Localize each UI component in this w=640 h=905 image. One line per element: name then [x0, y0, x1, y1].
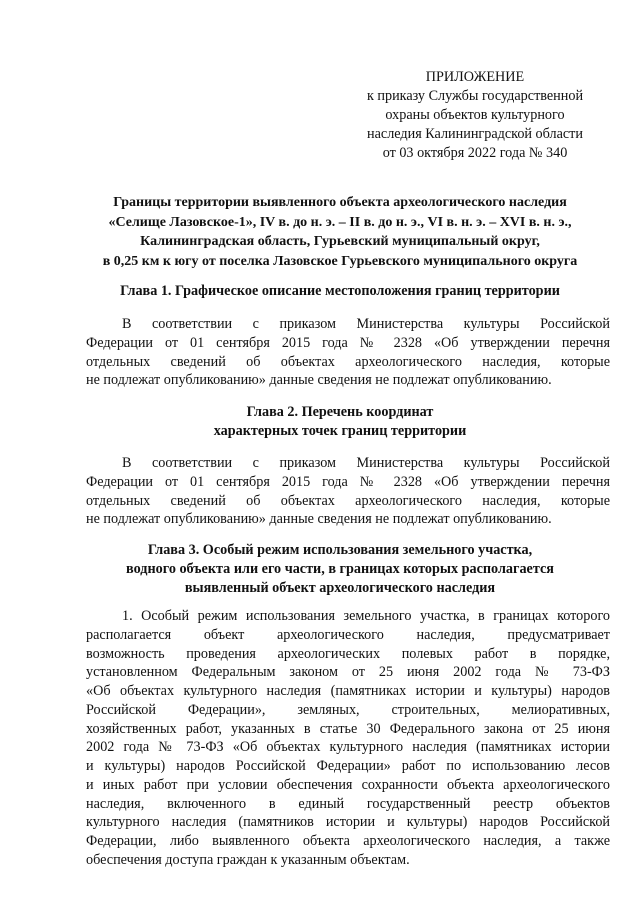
chapter2-paragraph: [86, 454, 610, 529]
paragraph-line: возможность проведения археологических полевых работ в порядке,: [86, 645, 610, 662]
paragraph-line: «Об объектах культурного наследия (памятниках истории и культуры) народов: [86, 683, 610, 699]
paragraph-line: и культуры) народов Российской Федерации» работ по использованию лесов: [86, 758, 610, 774]
paragraph-line: и иных работ при условии обеспечения сохранности объекта археологического: [86, 776, 610, 793]
title-line: Границы территории выявленного объекта археологического наследия: [113, 195, 567, 210]
chapter1-paragraph: [86, 315, 610, 390]
title-line: Калининградская область, Гурьевский муниципальный округ,: [140, 234, 540, 249]
chapter3-heading-line: водного объекта или его части, в границах которых располагается: [126, 561, 554, 577]
paragraph-line: не подлежат опубликованию» данные сведения не подлежат опубликованию.: [86, 511, 552, 528]
paragraph-line: располагается объект археологического наследия, предусматривает: [86, 626, 610, 643]
paragraph-line: установленном Федеральным законом от 25 июня 2002 года № 73-ФЗ: [86, 664, 610, 681]
appendix-block: [340, 68, 610, 163]
document-title: [70, 193, 610, 271]
chapter1-heading: [70, 282, 610, 301]
paragraph-line: хозяйственных работ, указанных в статье 30 Федерального закона от 25 июня: [86, 720, 610, 737]
chapter3-paragraph: [86, 607, 610, 870]
appendix-label: ПРИЛОЖЕНИЕ: [425, 69, 525, 85]
paragraph-line: культурного наследия (памятников истории и культуры) народов Российской: [86, 814, 610, 831]
paragraph-line: Федерации, либо выявленного объекта археологического наследия, а также: [86, 833, 610, 849]
paragraph-line: отдельных сведений об объектах археологического наследия, которые: [86, 492, 610, 509]
chapter2-heading-line: характерных точек границ территории: [213, 423, 467, 439]
title-line: «Селище Лазовское-1», IV в. до н. э. – II в. до н. э., VI в. н. э. – XVI в. н. э.,: [108, 214, 572, 230]
appendix-line: от 03 октября 2022 года № 340: [382, 145, 568, 161]
appendix-line: охраны объектов культурного: [385, 107, 565, 123]
paragraph-line: Российской Федерации», земляных, строительных, мелиоративных,: [86, 701, 610, 718]
paragraph-line: Федерации от 01 сентября 2015 года № 2328 «Об утверждении перечня: [86, 473, 610, 490]
chapter2-heading: [70, 403, 610, 441]
paragraph-line: 2002 года № 73-ФЗ «Об объектах культурного наследия (памятниках истории: [86, 739, 610, 756]
title-line: в 0,25 км к югу от поселка Лазовское Гурьевского муниципального округа: [102, 253, 578, 269]
paragraph-line: В соответствии с приказом Министерства культуры Российской: [122, 455, 610, 471]
paragraph-line: обеспечения доступа граждан к указанным объектам.: [86, 851, 410, 868]
chapter3-heading: [70, 541, 610, 598]
appendix-line: наследия Калининградской области: [367, 126, 583, 142]
paragraph-line: наследия, включенного в единый государственный реестр объектов: [86, 795, 610, 812]
paragraph-line: отдельных сведений об объектах археологического наследия, которые: [86, 353, 610, 370]
paragraph-line: В соответствии с приказом Министерства культуры Российской: [122, 316, 610, 332]
appendix-line: к приказу Службы государственной: [366, 88, 584, 104]
chapter3-heading-line: выявленный объект археологического наследия: [184, 580, 496, 596]
paragraph-line: 1. Особый режим использования земельного участка, в границах которого: [122, 608, 610, 624]
chapter3-heading-line: Глава 3. Особый режим использования земельного участка,: [147, 542, 533, 558]
chapter2-heading-line: Глава 2. Перечень координат: [246, 404, 434, 420]
paragraph-line: не подлежат опубликованию» данные сведения не подлежат опубликованию.: [86, 372, 552, 389]
chapter1-heading-text: Глава 1. Графическое описание местоположения границ территории: [120, 283, 560, 299]
paragraph-line: Федерации от 01 сентября 2015 года № 2328 «Об утверждении перечня: [86, 334, 610, 351]
